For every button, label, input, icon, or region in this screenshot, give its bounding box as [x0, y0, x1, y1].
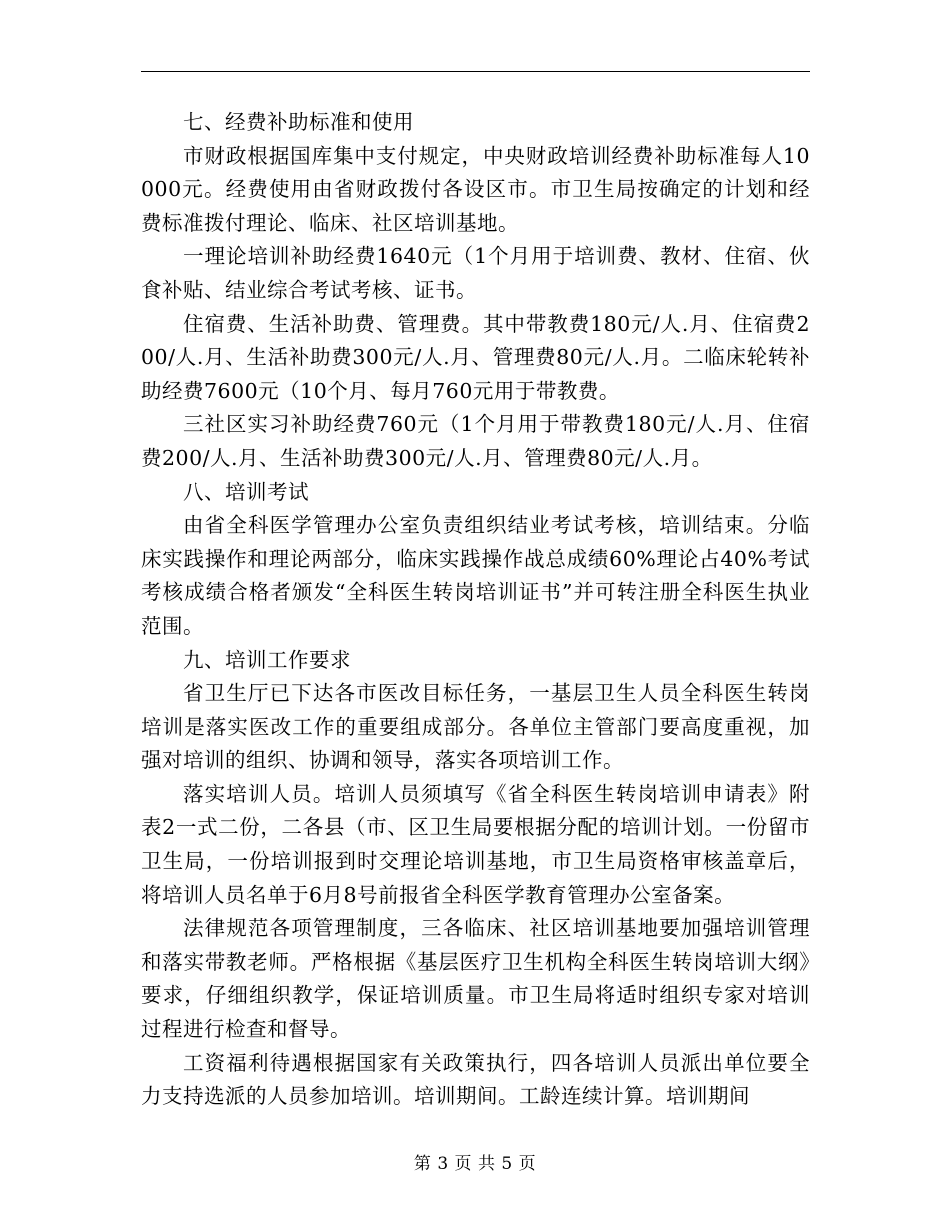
paragraph: 市财政根据国库集中支付规定，中央财政培训经费补助标准每人10000元。经费使用由省财政拨付各设区市。市卫生局按确定的计划和经费标准拨付理论、临床、社区培训基地。 — [141, 143, 810, 235]
paragraph: 工资福利待遇根据国家有关政策执行，四各培训人员派出单位要全力支持选派的人员参加培训。培训期间。工龄连续计算。培训期间 — [141, 1050, 810, 1109]
page-footer: 第 3 页 共 5 页 — [413, 1154, 537, 1174]
paragraph: 落实培训人员。培训人员须填写《省全科医生转岗培训申请表》附表2一式二份，二各县（市、区卫生局要根据分配的培训计划。一份留市卫生局，一份培训报到时交理论培训基地，市卫生局资格审核盖章后，将培训人员名单于6月8号前报省全科医学教育管理办公室备案。 — [141, 781, 810, 907]
paragraph: 由省全科医学管理办公室负责组织结业考试考核，培训结束。分临床实践操作和理论两部分，临床实践操作战总成绩60%理论占40%考试考核成绩合格者颁发“全科医生转岗培训证书”并可转注册全科医生执业范围。 — [141, 513, 810, 638]
paragraph: 住宿费、生活补助费、管理费。其中带教费180元/人.月、住宿费200/人.月、生活补助费300元/人.月、管理费80元/人.月。二临床轮转补助经费7600元（10个月、每月760元用于带教费。 — [141, 311, 810, 403]
section-heading-9: 九、培训工作要求 — [183, 647, 352, 672]
section-heading-7: 七、经费补助标准和使用 — [183, 110, 415, 134]
section-heading-8: 八、培训考试 — [183, 479, 310, 504]
document-body — [141, 106, 810, 1114]
paragraph: 三社区实习补助经费760元（1个月用于带教费180元/人.月、住宿费200/人.月、生活补助费300元/人.月、管理费80元/人.月。 — [141, 412, 810, 470]
paragraph: 法律规范各项管理制度，三各临床、社区培训基地要加强培训管理和落实带教老师。严格根据《基层医疗卫生机构全科医生转岗培训大纲》要求，仔细组织教学，保证培训质量。市卫生局将适时组织专家对培训过程进行检查和督导。 — [141, 916, 810, 1042]
header-rule — [141, 71, 810, 72]
paragraph: 一理论培训补助经费1640元（1个月用于培训费、教材、住宿、伙食补贴、结业综合考试考核、证书。 — [141, 244, 810, 302]
paragraph: 省卫生厅已下达各市医改目标任务，一基层卫生人员全科医生转岗培训是落实医改工作的重要组成部分。各单位主管部门要高度重视，加强对培训的组织、协调和领导，落实各项培训工作。 — [141, 681, 810, 773]
